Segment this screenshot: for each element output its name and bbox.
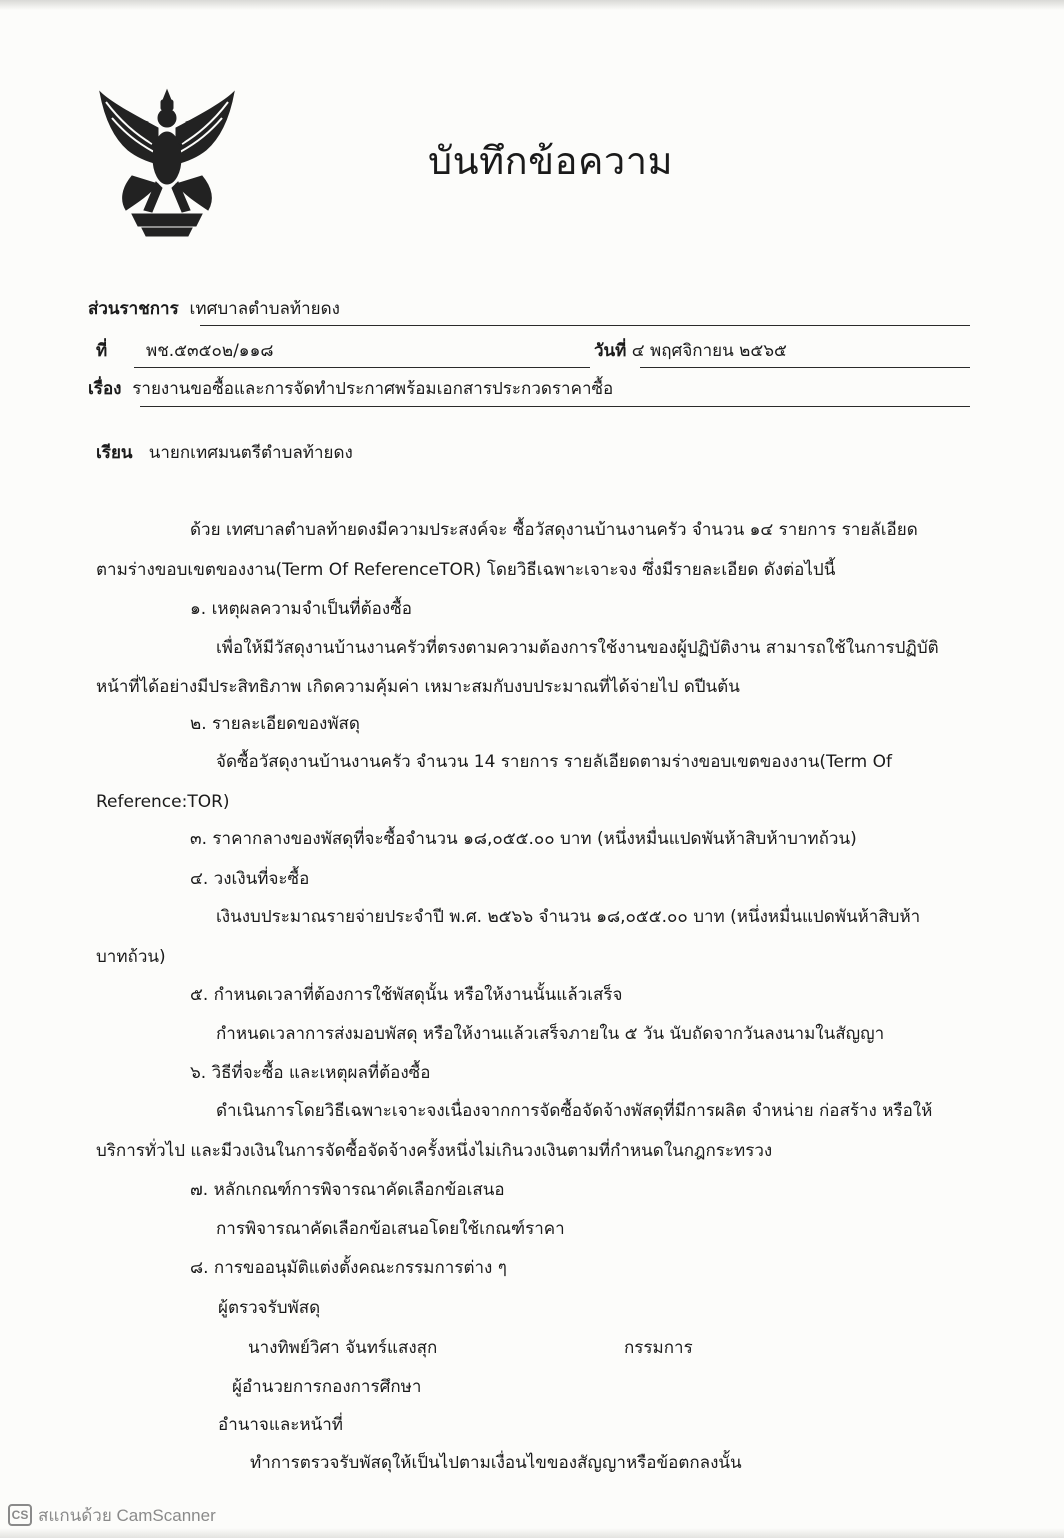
- date-rule: [640, 367, 970, 368]
- section-8-subheading: ผู้ตรวจรับพัสดุ: [218, 1298, 321, 1318]
- subject-line: [88, 378, 613, 400]
- section-1-heading: ๑. เหตุผลความจำเป็นที่ต้องซื้อ: [190, 599, 412, 619]
- duty-label: อำนาจและหน้าที่: [218, 1415, 343, 1435]
- garuda-emblem: [92, 84, 242, 240]
- section-2-text-line-1: จัดซื้อวัสดุงานบ้านงานครัว จำนวน 14 รายการ รายลัเอียดตามร่างขอบเขตของงาน(Term Of: [216, 752, 892, 772]
- subject-rule: [140, 406, 970, 407]
- salutation-value: นายกเทศมนตรีตำบลท้ายดง: [148, 443, 353, 463]
- department-label: ส่วนราชการ: [88, 299, 179, 319]
- section-6-text-line-2: บริการทั่วไป และมีวงเงินในการจัดซื้อจัดจ้างครั้งหนึ่งไม่เกินวงเงินตามที่กำหนดในกฎกระทรวง: [96, 1141, 773, 1161]
- scan-edge-bottom: [0, 1528, 1064, 1538]
- committee-member-position: ผู้อำนวยการกองการศึกษา: [232, 1377, 422, 1397]
- scanner-text: สแกนด้วย CamScanner: [38, 1505, 216, 1525]
- department-value: เทศบาลตำบลท้ายดง: [189, 299, 340, 319]
- section-2-heading: ๒. รายละเอียดของพัสดุ: [190, 714, 360, 734]
- section-4-text-line-2: บาทถ้วน): [96, 947, 166, 967]
- duty-text: ทำการตรวจรับพัสดุให้เป็นไปตามเงื่อนไขของสัญญาหรือข้อตกลงนั้น: [250, 1453, 742, 1473]
- section-7-text: การพิจารณาคัดเลือกข้อเสนอโดยใช้เกณฑ์ราคา: [216, 1219, 565, 1239]
- subject-value: รายงานขอซื้อและการจัดทำประกาศพร้อมเอกสารประกวดราคาซื้อ: [132, 379, 614, 399]
- camscanner-logo-icon: CS: [8, 1504, 32, 1526]
- section-2-text-line-2: Reference:TOR): [96, 792, 230, 812]
- section-6-heading: ๖. วิธีที่จะซื้อ และเหตุผลที่ต้องซื้อ: [190, 1063, 431, 1083]
- scanner-watermark: [8, 1504, 216, 1526]
- date-value: ๔ พฤศจิกายน ๒๕๖๕: [631, 341, 787, 361]
- scan-edge-top: [0, 0, 1064, 10]
- ref-label: ที่: [96, 341, 108, 361]
- date-label: วันที่: [594, 341, 627, 361]
- committee-member-role: กรรมการ: [624, 1338, 693, 1358]
- section-1-text-line-1: เพื่อให้มีวัสดุงานบ้านงานครัวที่ตรงตามความต้องการใช้งานของผู้ปฏิบัติงาน สามารถใช้ในการปฏิบัติ: [216, 638, 939, 658]
- section-8-heading: ๘. การขออนุมัติแต่งตั้งคณะกรรมการต่าง ๆ: [190, 1258, 507, 1278]
- salutation-label: เรียน: [96, 443, 133, 463]
- section-5-text: กำหนดเวลาการส่งมอบพัสดุ หรือให้งานแล้วเสร็จภายใน ๕ วัน นับถัดจากวันลงนามในสัญญา: [216, 1024, 885, 1044]
- section-3-heading: ๓. ราคากลางของพัสดุที่จะซื้อจำนวน ๑๘,๐๕๕.๐๐ บาท (หนึ่งหมื่นแปดพันห้าสิบห้าบาทถ้วน): [190, 829, 857, 849]
- section-5-heading: ๕. กำหนดเวลาที่ต้องการใช้พัสดุนั้น หรือให้งานนั้นแล้วเสร็จ: [190, 985, 623, 1005]
- date-line: [594, 340, 787, 362]
- section-7-heading: ๗. หลักเกณฑ์การพิจารณาคัดเลือกข้อเสนอ: [190, 1180, 505, 1200]
- intro-paragraph-line-2: ตามร่างขอบเขตของงาน(Term Of ReferenceTOR) โดยวิธีเฉพาะเจาะจง ซึ่งมีรายละเอียด ดังต่อไปนี้: [96, 560, 836, 580]
- section-4-heading: ๔. วงเงินที่จะซื้อ: [190, 869, 310, 889]
- salutation-line: [96, 442, 353, 464]
- memo-title: บันทึกข้อความ: [428, 139, 674, 183]
- section-4-text-line-1: เงินงบประมาณรายจ่ายประจำปี พ.ศ. ๒๕๖๖ จำนวน ๑๘,๐๕๕.๐๐ บาท (หนึ่งหมื่นแปดพันห้าสิบห้า: [216, 907, 921, 927]
- section-1-text-line-2: หน้าที่ได้อย่างมีประสิทธิภาพ เกิดความคุ้มค่า เหมาะสมกับงบประมาณที่ได้จ่ายไป ดปีนต้น: [96, 677, 740, 697]
- committee-member-name: นางทิพย์วิศา จันทร์แสงสุก: [248, 1338, 438, 1358]
- ref-value: พช.๕๓๕๐๒/๑๑๘: [146, 341, 274, 361]
- department-rule: [200, 325, 970, 326]
- department-line: [88, 298, 340, 320]
- ref-rule: [134, 367, 590, 368]
- section-6-text-line-1: ดำเนินการโดยวิธีเฉพาะเจาะจงเนื่องจากการจัดซื้อจัดจ้างพัสดุที่มีการผลิต จำหน่าย ก่อสร้าง หรือให้: [216, 1101, 933, 1121]
- subject-label: เรื่อง: [88, 379, 122, 399]
- intro-paragraph-line-1: ด้วย เทศบาลตำบลท้ายดงมีความประสงค์จะ ซื้อวัสดุงานบ้านงานครัว จำนวน ๑๔ รายการ รายลัเอียด: [190, 520, 918, 540]
